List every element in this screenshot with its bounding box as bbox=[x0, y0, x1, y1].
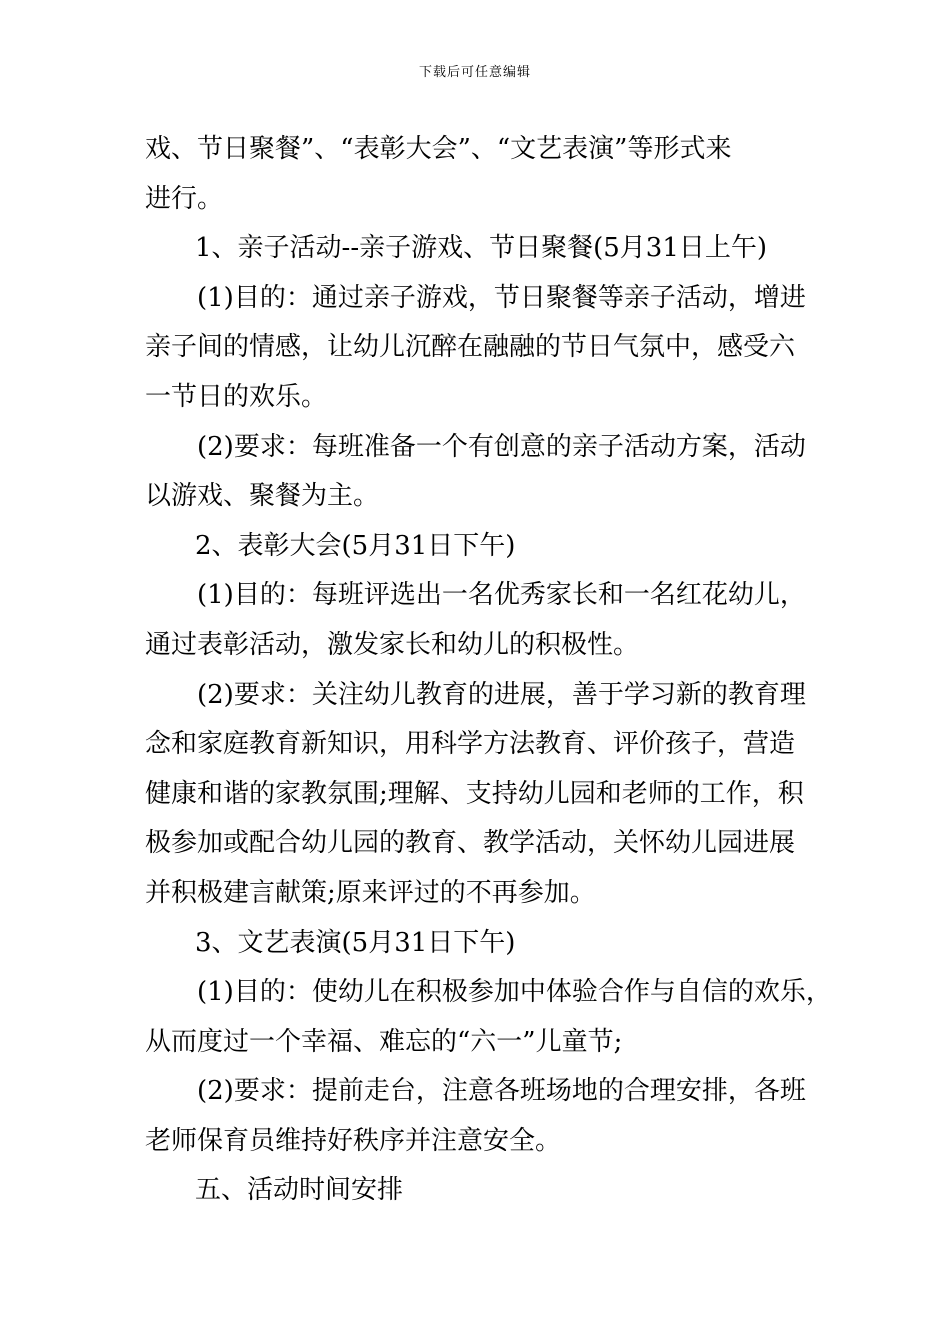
text-line: 老师保育员维持好秩序并注意安全。 bbox=[145, 1125, 562, 1156]
text-line: 念和家庭教育新知识，用科学方法教育、评价孩子，营造 bbox=[145, 729, 796, 760]
text-line: 戏、节日聚餐”、“表彰大会”、“文艺表演”等形式来 bbox=[145, 134, 732, 164]
text-line: 极参加或配合幼儿园的教育、教学活动，关怀幼儿园进展 bbox=[145, 828, 796, 859]
text-line: (1)目的：每班评选出一名优秀家长和一名红花幼儿， bbox=[197, 580, 806, 611]
text-line: (1)目的：通过亲子游戏，节日聚餐等亲子活动，增进 bbox=[197, 282, 806, 313]
text-line: 通过表彰活动，激发家长和幼儿的积极性。 bbox=[145, 629, 640, 660]
text-line: 进行。 bbox=[145, 183, 224, 214]
section-heading: 2、表彰大会(5月31日下午) bbox=[195, 530, 516, 561]
text-line: (2)要求：提前走台，注意各班场地的合理安排，各班 bbox=[197, 1076, 806, 1107]
section-heading: 五、活动时间安排 bbox=[195, 1175, 404, 1206]
text-line: 一节日的欢乐。 bbox=[145, 381, 328, 412]
text-line: (1)目的：使幼儿在积极参加中体验合作与自信的欢乐， bbox=[197, 977, 832, 1008]
text-line: (2)要求：每班准备一个有创意的亲子活动方案，活动 bbox=[197, 431, 806, 462]
text-line: 健康和谐的家教氛围;理解、支持幼儿园和老师的工作，积 bbox=[145, 778, 804, 809]
section-heading: 1、亲子活动--亲子游戏、节日聚餐(5月31日上午) bbox=[195, 233, 768, 264]
text-line: 以游戏、聚餐为主。 bbox=[145, 481, 380, 512]
page-header-note: 下载后可任意编辑 bbox=[418, 65, 531, 80]
text-line: 并积极建言献策;原来评过的不再参加。 bbox=[145, 877, 596, 908]
text-line: (2)要求：关注幼儿教育的进展，善于学习新的教育理 bbox=[197, 679, 806, 710]
text-line: 亲子间的情感，让幼儿沉醉在融融的节日气氛中，感受六 bbox=[145, 332, 796, 363]
document-body bbox=[145, 125, 832, 1216]
section-heading: 3、文艺表演(5月31日下午) bbox=[195, 927, 516, 958]
text-line: 从而度过一个幸福、难忘的“六一”儿童节; bbox=[145, 1026, 623, 1057]
